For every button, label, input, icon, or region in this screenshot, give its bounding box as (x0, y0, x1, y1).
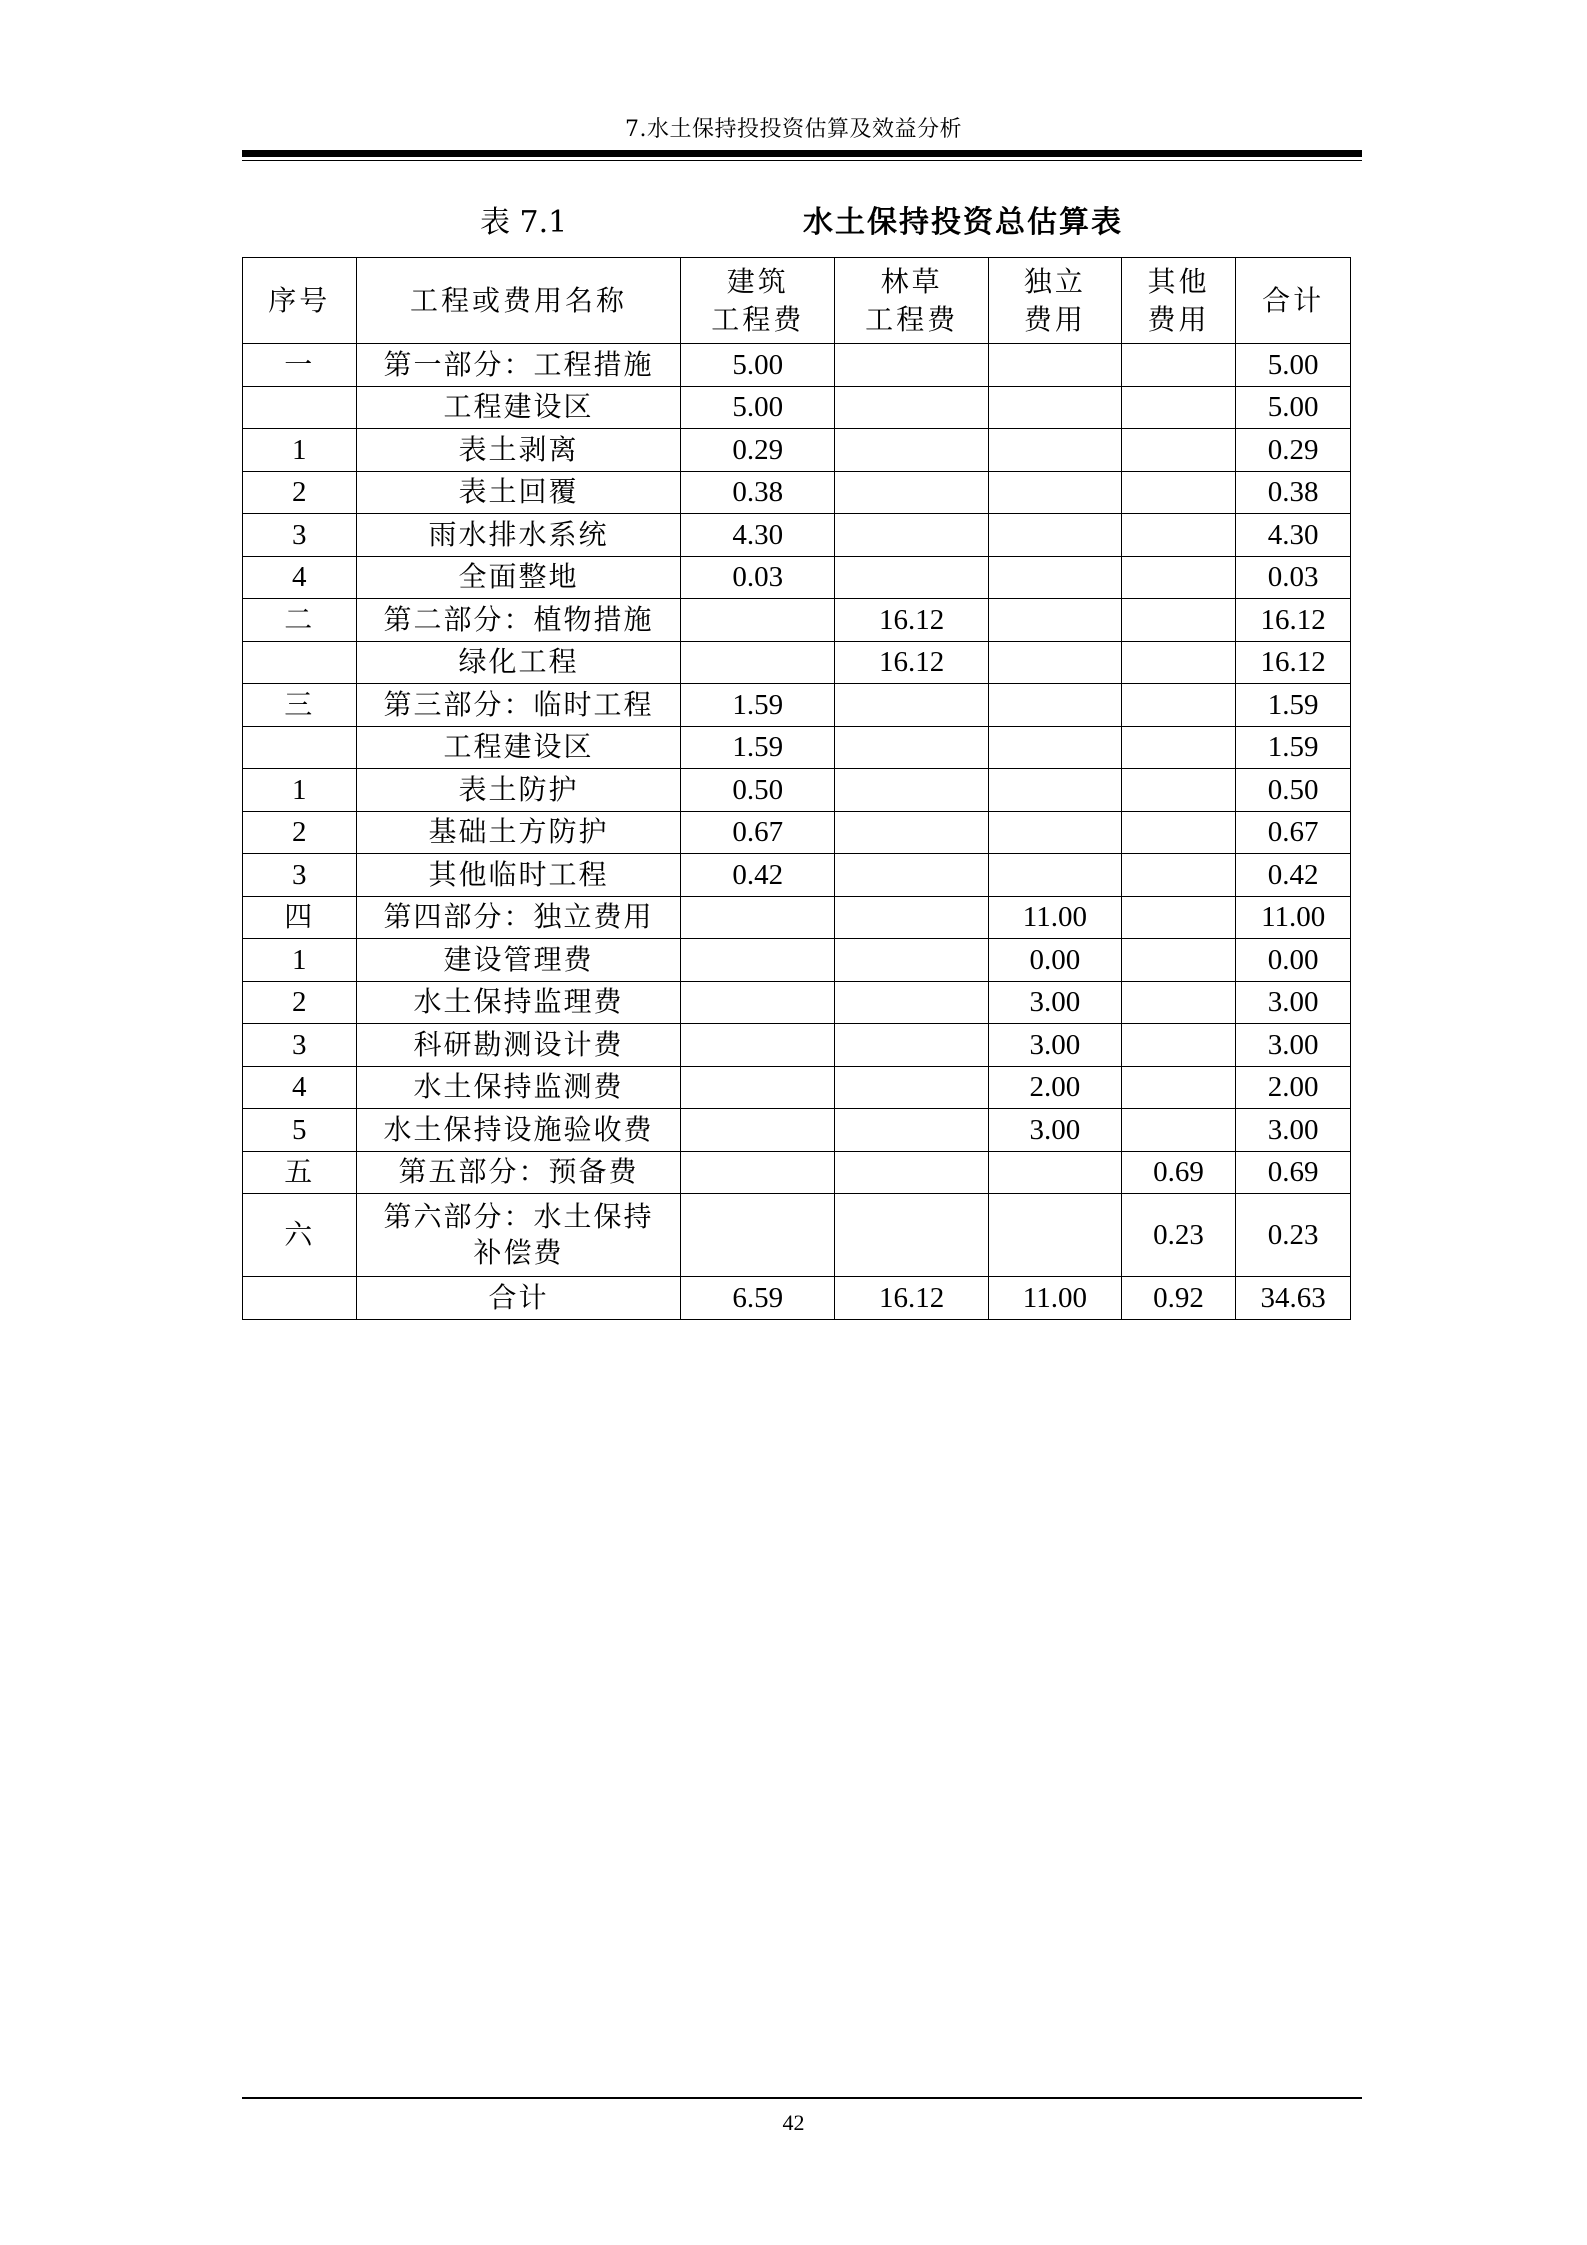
table-row (243, 939, 1351, 982)
column-header: 林草 工程费 (835, 258, 989, 344)
amount-cell (1121, 471, 1236, 514)
amount-cell: 0.50 (681, 769, 835, 812)
amount-cell: 0.29 (681, 429, 835, 472)
amount-cell (835, 1024, 989, 1067)
amount-cell: 2.00 (1236, 1066, 1351, 1109)
amount-cell (1121, 429, 1236, 472)
running-header-title: 7.水土保持投投资估算及效益分析 (625, 117, 962, 142)
amount-cell: 0.38 (681, 471, 835, 514)
amount-cell: 1.59 (1236, 726, 1351, 769)
amount-cell: 0.92 (1121, 1277, 1236, 1320)
amount-cell (1121, 514, 1236, 557)
amount-cell (835, 854, 989, 897)
amount-cell: 1.59 (681, 726, 835, 769)
table-row (243, 344, 1351, 387)
amount-cell (1121, 386, 1236, 429)
row-index-cell: 3 (243, 514, 357, 557)
amount-cell (681, 599, 835, 642)
amount-cell: 3.00 (1236, 981, 1351, 1024)
amount-cell (835, 386, 989, 429)
row-index-cell (243, 386, 357, 429)
amount-cell (989, 854, 1122, 897)
investment-estimate-table (242, 257, 1351, 1320)
amount-cell: 11.00 (1236, 896, 1351, 939)
amount-cell: 0.50 (1236, 769, 1351, 812)
amount-cell (681, 1151, 835, 1194)
amount-cell (835, 769, 989, 812)
row-index-cell: 2 (243, 471, 357, 514)
table-caption-number: 表 7.1 (480, 205, 568, 240)
amount-cell: 16.12 (835, 1277, 989, 1320)
amount-cell (681, 1194, 835, 1277)
amount-cell (989, 514, 1122, 557)
amount-cell (1121, 981, 1236, 1024)
amount-cell: 4.30 (681, 514, 835, 557)
amount-cell: 0.38 (1236, 471, 1351, 514)
table-row (243, 641, 1351, 684)
table-row (243, 514, 1351, 557)
row-index-cell: 3 (243, 1024, 357, 1067)
row-index-cell: 1 (243, 769, 357, 812)
amount-cell (835, 896, 989, 939)
amount-cell (835, 1151, 989, 1194)
item-name-cell: 绿化工程 (356, 641, 681, 684)
amount-cell (835, 344, 989, 387)
item-name-cell: 表土防护 (356, 769, 681, 812)
amount-cell (989, 641, 1122, 684)
amount-cell: 0.03 (1236, 556, 1351, 599)
amount-cell (1121, 769, 1236, 812)
amount-cell (989, 599, 1122, 642)
table-row (243, 896, 1351, 939)
amount-cell: 16.12 (1236, 641, 1351, 684)
item-name-cell: 水土保持监理费 (356, 981, 681, 1024)
item-name-cell: 表土剥离 (356, 429, 681, 472)
amount-cell (681, 939, 835, 982)
column-header: 序号 (243, 258, 357, 344)
amount-cell (1121, 854, 1236, 897)
amount-cell: 0.00 (989, 939, 1122, 982)
item-name-cell: 全面整地 (356, 556, 681, 599)
column-header: 其他 费用 (1121, 258, 1236, 344)
table-row (243, 854, 1351, 897)
amount-cell (1121, 344, 1236, 387)
amount-cell (835, 556, 989, 599)
table-row (243, 1151, 1351, 1194)
amount-cell (835, 471, 989, 514)
row-index-cell (243, 641, 357, 684)
amount-cell: 5.00 (681, 344, 835, 387)
row-index-cell (243, 1277, 357, 1320)
header-rule (242, 150, 1362, 157)
amount-cell: 4.30 (1236, 514, 1351, 557)
amount-cell (1121, 556, 1236, 599)
row-index-cell: 六 (243, 1194, 357, 1277)
amount-cell (681, 1066, 835, 1109)
item-name-cell: 第二部分：植物措施 (356, 599, 681, 642)
amount-cell (989, 344, 1122, 387)
amount-cell (1121, 939, 1236, 982)
amount-cell: 3.00 (1236, 1024, 1351, 1067)
table-body (243, 344, 1351, 1320)
page-number: 42 (782, 2110, 805, 2135)
amount-cell (681, 1109, 835, 1152)
amount-cell: 0.67 (1236, 811, 1351, 854)
row-index-cell: 2 (243, 981, 357, 1024)
amount-cell: 0.23 (1236, 1194, 1351, 1277)
amount-cell (989, 429, 1122, 472)
table-caption-title: 水土保持投资总估算表 (803, 205, 1123, 240)
amount-cell: 11.00 (989, 896, 1122, 939)
amount-cell: 16.12 (835, 599, 989, 642)
amount-cell (835, 811, 989, 854)
amount-cell (989, 556, 1122, 599)
amount-cell: 3.00 (989, 981, 1122, 1024)
footer-rule (242, 2097, 1362, 2099)
table-row (243, 726, 1351, 769)
row-index-cell (243, 726, 357, 769)
table-row (243, 1066, 1351, 1109)
amount-cell (681, 1024, 835, 1067)
amount-cell: 0.69 (1236, 1151, 1351, 1194)
row-index-cell: 一 (243, 344, 357, 387)
table-row (243, 981, 1351, 1024)
amount-cell: 3.00 (989, 1109, 1122, 1152)
item-name-cell: 水土保持监测费 (356, 1066, 681, 1109)
table-row (243, 684, 1351, 727)
amount-cell (989, 726, 1122, 769)
table-row (243, 1194, 1351, 1277)
table-row (243, 599, 1351, 642)
table-row (243, 471, 1351, 514)
amount-cell (835, 1066, 989, 1109)
amount-cell: 16.12 (1236, 599, 1351, 642)
amount-cell: 1.59 (681, 684, 835, 727)
item-name-cell: 第三部分：临时工程 (356, 684, 681, 727)
amount-cell: 1.59 (1236, 684, 1351, 727)
item-name-cell: 第一部分：工程措施 (356, 344, 681, 387)
item-name-cell: 水土保持设施验收费 (356, 1109, 681, 1152)
table-row (243, 1024, 1351, 1067)
amount-cell: 5.00 (1236, 386, 1351, 429)
item-name-cell: 第六部分：水土保持 补偿费 (356, 1194, 681, 1277)
table-row (243, 386, 1351, 429)
amount-cell (1121, 684, 1236, 727)
amount-cell (1121, 641, 1236, 684)
column-header: 合计 (1236, 258, 1351, 344)
amount-cell (989, 471, 1122, 514)
row-index-cell: 3 (243, 854, 357, 897)
amount-cell: 0.00 (1236, 939, 1351, 982)
header-rule-thin (242, 160, 1362, 161)
amount-cell (989, 811, 1122, 854)
amount-cell (989, 769, 1122, 812)
amount-cell (1121, 811, 1236, 854)
table-row (243, 1277, 1351, 1320)
row-index-cell: 2 (243, 811, 357, 854)
amount-cell (835, 684, 989, 727)
table-row (243, 769, 1351, 812)
amount-cell (681, 981, 835, 1024)
amount-cell (835, 939, 989, 982)
item-name-cell: 其他临时工程 (356, 854, 681, 897)
item-name-cell: 科研勘测设计费 (356, 1024, 681, 1067)
row-index-cell: 1 (243, 939, 357, 982)
amount-cell: 16.12 (835, 641, 989, 684)
amount-cell (681, 641, 835, 684)
amount-cell (835, 514, 989, 557)
row-index-cell: 4 (243, 556, 357, 599)
amount-cell: 0.29 (1236, 429, 1351, 472)
row-index-cell: 5 (243, 1109, 357, 1152)
amount-cell: 0.69 (1121, 1151, 1236, 1194)
amount-cell: 0.03 (681, 556, 835, 599)
amount-cell (989, 1194, 1122, 1277)
amount-cell: 3.00 (1236, 1109, 1351, 1152)
column-header: 独立 费用 (989, 258, 1122, 344)
amount-cell: 5.00 (681, 386, 835, 429)
amount-cell (835, 726, 989, 769)
row-index-cell: 二 (243, 599, 357, 642)
amount-cell: 0.67 (681, 811, 835, 854)
amount-cell (989, 1151, 1122, 1194)
table-row (243, 811, 1351, 854)
row-index-cell: 五 (243, 1151, 357, 1194)
item-name-cell: 工程建设区 (356, 726, 681, 769)
amount-cell (835, 981, 989, 1024)
amount-cell (835, 1109, 989, 1152)
row-index-cell: 1 (243, 429, 357, 472)
row-index-cell: 四 (243, 896, 357, 939)
table-row (243, 429, 1351, 472)
amount-cell: 2.00 (989, 1066, 1122, 1109)
amount-cell (1121, 726, 1236, 769)
item-name-cell: 雨水排水系统 (356, 514, 681, 557)
amount-cell (1121, 896, 1236, 939)
amount-cell (1121, 1066, 1236, 1109)
column-header: 建筑 工程费 (681, 258, 835, 344)
amount-cell (835, 429, 989, 472)
amount-cell (1121, 1024, 1236, 1067)
item-name-cell: 第四部分：独立费用 (356, 896, 681, 939)
row-index-cell: 三 (243, 684, 357, 727)
row-index-cell: 4 (243, 1066, 357, 1109)
amount-cell: 0.42 (681, 854, 835, 897)
amount-cell: 0.42 (1236, 854, 1351, 897)
amount-cell (835, 1194, 989, 1277)
amount-cell (989, 386, 1122, 429)
table-row (243, 556, 1351, 599)
item-name-cell: 合计 (356, 1277, 681, 1320)
item-name-cell: 表土回覆 (356, 471, 681, 514)
table-row (243, 1109, 1351, 1152)
amount-cell: 0.23 (1121, 1194, 1236, 1277)
item-name-cell: 工程建设区 (356, 386, 681, 429)
amount-cell (1121, 1109, 1236, 1152)
amount-cell (681, 896, 835, 939)
amount-cell: 11.00 (989, 1277, 1122, 1320)
amount-cell: 3.00 (989, 1024, 1122, 1067)
table-header-row (243, 258, 1351, 344)
column-header: 工程或费用名称 (356, 258, 681, 344)
item-name-cell: 第五部分：预备费 (356, 1151, 681, 1194)
item-name-cell: 基础土方防护 (356, 811, 681, 854)
amount-cell (1121, 599, 1236, 642)
amount-cell: 5.00 (1236, 344, 1351, 387)
amount-cell (989, 684, 1122, 727)
item-name-cell: 建设管理费 (356, 939, 681, 982)
amount-cell: 6.59 (681, 1277, 835, 1320)
amount-cell: 34.63 (1236, 1277, 1351, 1320)
